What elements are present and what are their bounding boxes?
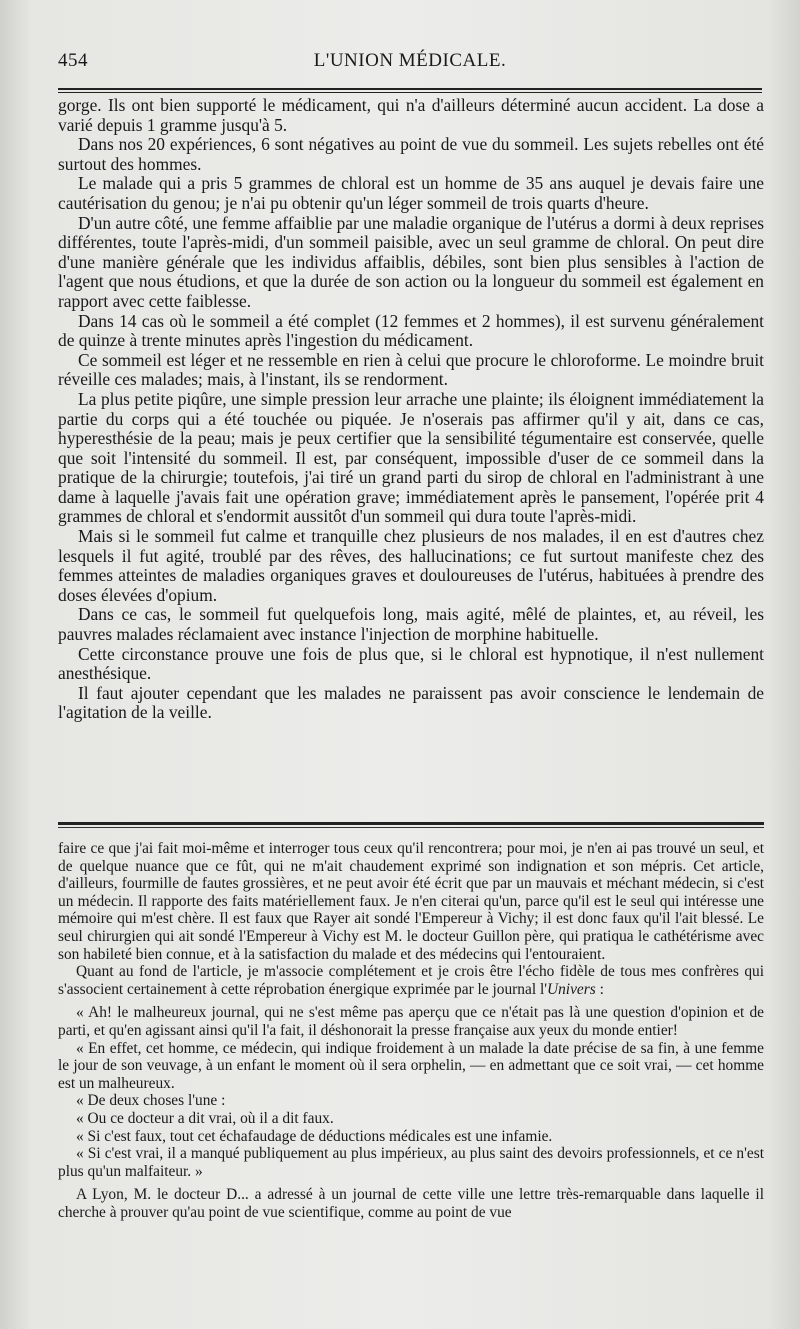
footnote-quote: « Ah! le malheureux journal, qui ne s'est même pas aperçu que ce n'était pas là une question d'opinion et de parti, et qu'en agissant ainsi qu'il l'a fait, il déshonorait la presse française aux yeux du monde entier! <box>58 1004 764 1039</box>
footnote-quote: « En effet, cet homme, ce médecin, qui indique froidement à un malade la date précise de sa fin, à une femme le jour de son veuvage, à un enfant le moment où il sera orphelin, — en admettant que ce soit vrai, — cet homme est un malheureux. <box>58 1039 764 1092</box>
footnote-paragraph <box>58 963 764 998</box>
footnote-separator <box>58 822 764 828</box>
paragraph: Dans ce cas, le sommeil fut quelquefois long, mais agité, mêlé de plaintes, et, au réveil, les pauvres malades réclamaient avec instance l'injection de morphine habituelle. <box>58 604 764 645</box>
paragraph: Dans 14 cas où le sommeil a été complet (12 femmes et 2 hommes), il est survenu généralement de quinze à trente minutes après l'ingestion du médicament. <box>58 310 764 351</box>
page-number: 454 <box>58 50 88 71</box>
running-title: L'UNION MÉDICALE. <box>313 50 507 71</box>
paragraph: gorge. Ils ont bien supporté le médicament, qui n'a d'ailleurs déterminé aucun accident. La dose a varié depuis 1 gramme jusqu'à 5. <box>58 95 764 135</box>
footnote-paragraph: faire ce que j'ai fait moi-même et interroger tous ceux qu'il rencontrera; pour moi, je n'en ai pas trouvé un seul, et de quelque nuance que ce fût, qui ne m'ait chaudement exprimé son indignation et son mépris. Cet article, d'ailleurs, fourmille de fautes grossières, et ne peut avoir été écrit que par un mauvais et méchant médecin, si c'est un médecin. Il rapporte des faits matériellement faux. Je n'en citerai qu'un, parce qu'il est le seul qui intéresse une mémoire qui m'est chère. Il est faux que Rayer ait sondé l'Empereur à Vichy; il est donc faux qu'il l'ait blessé. Le seul chirurgien qui ait sondé l'Empereur à Vichy est M. le docteur Guillon père, qui pratiqua le cathétérisme avec son habileté bien connue, et à la satisfaction du malade et des médecins qui l'entouraient. <box>58 840 764 963</box>
paragraph: Dans nos 20 expériences, 6 sont négatives au point de vue du sommeil. Les sujets rebelles ont été surtout des hommes. <box>58 134 764 174</box>
paragraph: Le malade qui a pris 5 grammes de chloral est un homme de 35 ans auquel je devais faire une cautérisation du genou; je n'ai pu obtenir qu'un léger sommeil de trois quarts d'heure. <box>58 173 764 213</box>
paragraph: D'un autre côté, une femme affaiblie par une maladie organique de l'utérus a dormi à deux reprises différentes, toute l'après-midi, d'un sommeil paisible, avec un seul gramme de chloral. On peut dire d'une manière générale que les individus affaiblis, débiles, sont bien plus sensibles à l'action de l'agent que nous étudions, et que la durée de son action ou la longueur du sommeil est également en rapport avec cette faiblesse. <box>58 212 764 311</box>
page-header <box>58 50 762 80</box>
paragraph: Cette circonstance prouve une fois de plus que, si le chloral est hypnotique, il n'est nullement anesthésique. <box>58 643 764 684</box>
footnote-quote: « Si c'est vrai, il a manqué publiquement au plus impérieux, au plus saint des devoirs professionnels, et ce n'est plus qu'un malfaiteur. » <box>58 1145 764 1180</box>
footnote-quote: « Si c'est faux, tout cet échafaudage de déductions médicales est une infamie. <box>76 1127 553 1145</box>
footnote-paragraph: A Lyon, M. le docteur D... a adressé à un journal de cette ville une lettre très-remarquable dans laquelle il cherche à prouver qu'au point de vue scientifique, comme au point de vue <box>58 1186 764 1221</box>
main-text <box>58 96 764 723</box>
header-rule <box>58 88 762 93</box>
paragraph: Ce sommeil est léger et ne ressemble en rien à celui que procure le chloroforme. Le moindre bruit réveille ces malades; mais, à l'instant, ils se rendorment. <box>58 349 764 390</box>
journal-name-tail: : <box>595 980 604 998</box>
footnote-quote: « De deux choses l'une : <box>76 1092 226 1110</box>
paragraph: Il faut ajouter cependant que les malades ne paraissent pas avoir conscience le lendemain de l'agitation de la veille. <box>58 682 764 723</box>
footnote-quote: « Ou ce docteur a dit vrai, où il a dit faux. <box>76 1109 334 1127</box>
footnote-text <box>58 840 764 1221</box>
footnote-paragraph-text: Quant au fond de l'article, je m'associe complétement et je crois être l'écho fidèle de tous mes confrères qui s'associent certainement à cette réprobation énergique exprimée par le journal l' <box>58 963 764 998</box>
paragraph: La plus petite piqûre, une simple pression leur arrache une plainte; ils éloignent immédiatement la partie du corps qui a été touchée ou piquée. Je n'oserais pas affirmer qu'il y ait, dans ce cas, hyperesthésie de la peau; mais je peux certifier que la sensibilité tégumentaire est conservée, quelle que soit l'intensité du sommeil. Il est, par conséquent, impossible d'user de ce sommeil dans la pratique de la chirurgie; toutefois, j'ai tiré un grand parti du sirop de chloral en l'administrant à une dame à laquelle j'avais fait une opération grave; immédiatement après le pansement, l'opérée prit 4 grammes de chloral et s'endormit aussitôt d'un sommeil qui dura toute l'après-midi. <box>58 388 764 527</box>
paragraph: Mais si le sommeil fut calme et tranquille chez plusieurs de nos malades, il en est d'autres chez lesquels il fut agité, troublé par des rêves, des hallucinations; ce fut surtout manifeste chez des femmes atteintes de maladies organiques graves et douloureuses de l'utérus, habituées à prendre des doses élevées d'opium. <box>58 526 764 605</box>
journal-name: Univers <box>547 980 596 998</box>
